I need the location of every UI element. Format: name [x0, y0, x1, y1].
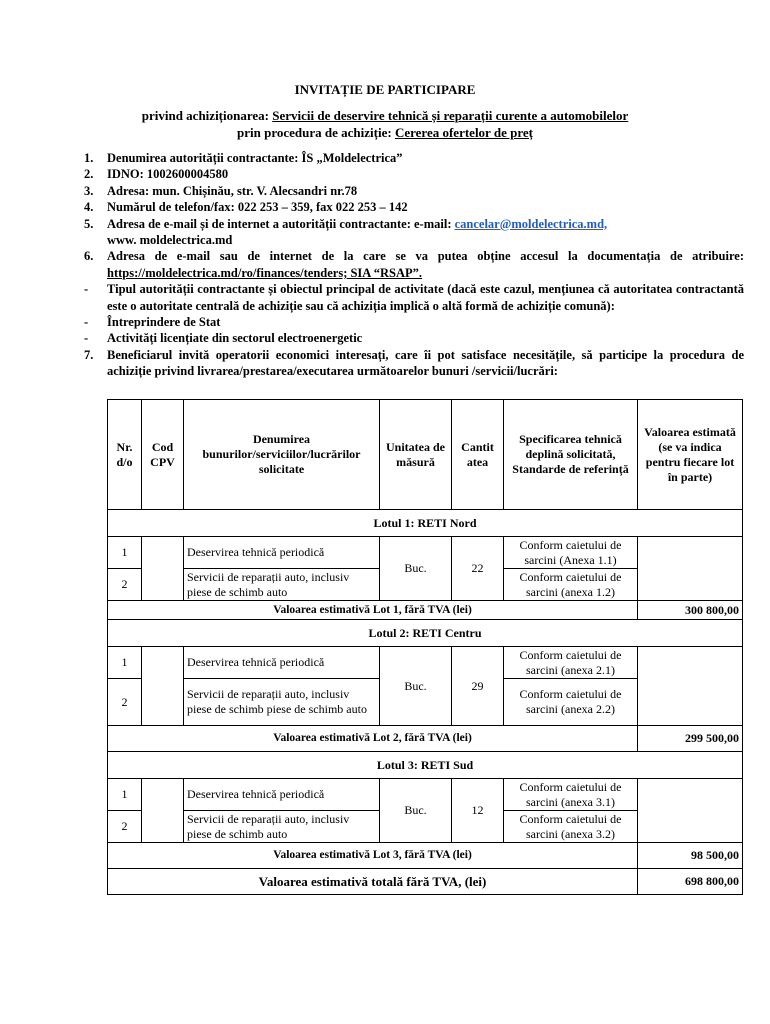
docs-access-label: Adresa de e-mail sau de internet de la care se va putea obține accesul la documentația de atribuire:	[107, 249, 744, 264]
item-dash: -	[84, 315, 89, 330]
item-number: 7.	[84, 347, 94, 362]
subtotal-value: 300 800,00	[638, 601, 743, 620]
header-value: Valoarea estimată (se va indica pentru fiecare lot în parte)	[638, 400, 743, 510]
procedure-prefix: prin procedura de achiziție:	[237, 125, 395, 140]
row-spec: Conform caietului de sarcini (anexa 2.1)	[504, 647, 638, 679]
row-unit: Buc.	[380, 647, 452, 726]
cpv-cell	[142, 779, 184, 843]
lot-title: Lotul 1: RETI Nord	[108, 510, 743, 537]
list-item	[84, 166, 744, 182]
lot-title: Lotul 3: RETI Sud	[108, 752, 743, 779]
item-text: Adresa: mun. Chișinău, str. V. Alecsandri nr.78	[107, 183, 358, 198]
row-qty: 12	[452, 779, 504, 843]
item-text	[107, 248, 744, 281]
row-name: Deservirea tehnică periodică	[184, 537, 380, 569]
lot-subtotal-row	[108, 601, 743, 620]
item-number: 2.	[84, 167, 94, 182]
item-dash: -	[84, 331, 89, 346]
table-row	[108, 537, 743, 569]
subject-prefix: privind achiziționarea:	[141, 108, 273, 123]
row-name: Servicii de reparații auto, inclusiv piese de schimb auto	[184, 811, 380, 843]
list-item	[84, 330, 744, 346]
item-number: 3.	[84, 183, 94, 198]
list-item	[84, 281, 744, 314]
lot-subtotal-row	[108, 843, 743, 869]
table-row	[108, 647, 743, 679]
list-item	[84, 314, 744, 330]
list-item	[84, 248, 744, 281]
row-nr: 2	[108, 811, 142, 843]
subject-name: Servicii de deservire tehnică și reparații curente a automobilelor	[272, 108, 629, 123]
row-nr: 1	[108, 779, 142, 811]
header-cpv: Cod CPV	[142, 400, 184, 510]
header-spec: Specificarea tehnică deplină solicitată, Standarde de referință	[504, 400, 638, 510]
cpv-cell	[142, 537, 184, 601]
value-cell	[638, 537, 743, 601]
row-qty: 22	[452, 537, 504, 601]
row-name: Servicii de reparații auto, inclusiv piese de schimb piese de schimb auto	[184, 679, 380, 726]
lots-table	[107, 399, 743, 895]
procurement-subject	[0, 108, 770, 124]
email-link[interactable]: cancelar@moldelectrica.md,	[454, 216, 608, 231]
list-item	[84, 150, 744, 166]
row-nr: 2	[108, 569, 142, 601]
tenders-link[interactable]: https://moldelectrica.md/ro/finances/tenders; SIA “RSAP”.	[107, 265, 423, 280]
row-name: Servicii de reparații auto, inclusiv piese de schimb auto	[184, 569, 380, 601]
lot-title-row	[108, 510, 743, 537]
row-nr: 1	[108, 647, 142, 679]
procurement-procedure	[0, 125, 770, 141]
item-text: Numărul de telefon/fax: 022 253 – 359, fax 022 253 – 142	[107, 200, 408, 215]
list-item	[84, 183, 744, 199]
subtotal-label: Valoarea estimativă Lot 2, fără TVA (lei)	[108, 726, 638, 752]
subtotal-label: Valoarea estimativă Lot 3, fără TVA (lei)	[108, 843, 638, 869]
list-item	[84, 347, 744, 380]
cpv-cell	[142, 647, 184, 726]
item-text: Beneficiarul invită operatorii economici interesați, care îi pot satisface necesitățile, să participe la procedura de achiziție privind livrarea/prestarea/executarea următoarelor bunuri /servicii/lucrări:	[107, 347, 744, 379]
subtotal-value: 299 500,00	[638, 726, 743, 752]
row-spec: Conform caietului de sarcini (Anexa 1.1)	[504, 537, 638, 569]
item-dash: -	[84, 282, 89, 297]
item-number: 6.	[84, 249, 94, 264]
lot-title-row	[108, 620, 743, 647]
lot-subtotal-row	[108, 726, 743, 752]
table-header-row	[108, 400, 743, 510]
item-text: Tipul autorității contractante și obiectul principal de activitate (dacă este cazul, mențiunea că autoritatea contractantă este o autoritate centrală de achiziție sau că achiziția implică o altă formă de achiziție comună):	[107, 282, 744, 313]
total-value: 698 800,00	[638, 869, 743, 895]
item-text: Denumirea autorității contractante: ÎS „Moldelectrica”	[107, 151, 403, 165]
subtotal-value: 98 500,00	[638, 843, 743, 869]
row-spec: Conform caietului de sarcini (anexa 1.2)	[504, 569, 638, 601]
item-text: Activități licențiate din sectorul electroenergetic	[107, 331, 363, 346]
value-cell	[638, 779, 743, 843]
website-text: www. moldelectrica.md	[107, 233, 233, 248]
item-text	[107, 216, 744, 249]
document-title: INVITAȚIE DE PARTICIPARE	[294, 82, 476, 97]
row-unit: Buc.	[380, 537, 452, 601]
lot-title: Lotul 2: RETI Centru	[108, 620, 743, 647]
header-name: Denumirea bunurilor/serviciilor/lucrărilor solicitate	[184, 400, 380, 510]
header-nr: Nr. d/o	[108, 400, 142, 510]
email-label: Adresa de e-mail și de internet a autorității contractante: e-mail:	[107, 216, 455, 231]
lot-title-row	[108, 752, 743, 779]
info-list	[84, 150, 744, 380]
row-spec: Conform caietului de sarcini (anexa 3.2)	[504, 811, 638, 843]
row-unit: Buc.	[380, 779, 452, 843]
subtotal-label: Valoarea estimativă Lot 1, fără TVA (lei)	[108, 601, 638, 620]
value-cell	[638, 647, 743, 726]
item-number: 4.	[84, 200, 94, 215]
item-number: 5.	[84, 216, 94, 231]
table-row	[108, 779, 743, 811]
procedure-name: Cererea ofertelor de preț	[394, 125, 533, 140]
total-label: Valoarea estimativă totală fără TVA, (lei)	[108, 869, 638, 895]
list-item	[84, 216, 744, 249]
row-nr: 2	[108, 679, 142, 726]
row-name: Deservirea tehnică periodică	[184, 647, 380, 679]
row-name: Deservirea tehnică periodică	[184, 779, 380, 811]
item-number: 1.	[84, 151, 94, 165]
row-spec: Conform caietului de sarcini (anexa 2.2)	[504, 679, 638, 726]
item-text: Întreprindere de Stat	[107, 315, 221, 330]
grand-total-row	[108, 869, 743, 895]
header-unit: Unitatea de măsură	[380, 400, 452, 510]
list-item	[84, 199, 744, 215]
row-nr: 1	[108, 537, 142, 569]
item-text: IDNO: 1002600004580	[107, 167, 229, 182]
row-spec: Conform caietului de sarcini (anexa 3.1)	[504, 779, 638, 811]
header-qty: Cantit atea	[452, 400, 504, 510]
row-qty: 29	[452, 647, 504, 726]
